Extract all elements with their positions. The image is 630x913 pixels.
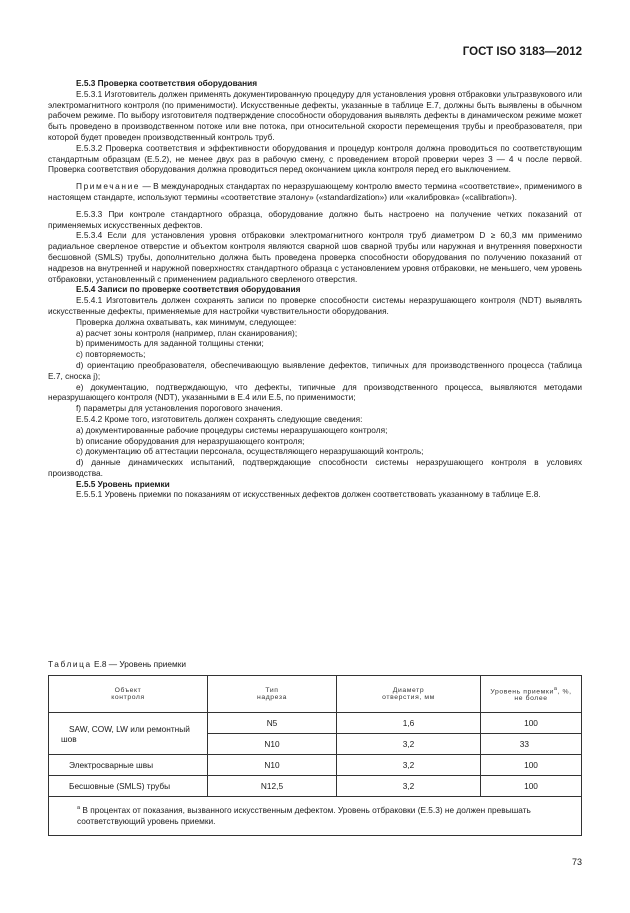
paragraph: Е.5.3.1 Изготовитель должен применять документированную процедуру для установления уровня отбраковки ультразвукового или электромагнитного контроля (по применимости). Искусственные дефекты, указанные в таблице Е.7, должны быть выявлены в обычном рабочем режиме. По выбору изготовителя подтверждение способности оборудования выявлять дефекты в динамическом режиме может быть проведено в производственном потоке или вне потока, при относительной скорости перемещения трубы и преобразователя, при которой будет проведен производственный контроль труб. [48,88,582,142]
paragraph: Е.5.3.2 Проверка соответствия и эффективности оборудования и процедур контроля должна проводиться по соответствующим стандартным образцам (Е.5.2), не менее двух раз в рабочую смену, с проведением второй проверки через 3 — 4 ч после первой. Проверка соответствия оборудования должна проводиться перед окончанием цикла контроля перед его выключением. [48,142,582,175]
header-hole-diameter: Диаметр отверстия, мм [337,676,481,713]
section-heading: Е.5.4 Записи по проверке соответствия оборудования [76,284,301,295]
note [48,181,582,203]
paragraph: Е.5.3.3 При контроле стандартного образца, оборудование должно быть настроено на получение четких показаний от применяемых искусственных дефектов. [48,208,582,230]
cell-notch-type: N10 [208,734,337,755]
page-number: 73 [571,857,582,867]
cell-object: SAW, COW, LW или ремонтный шов [49,713,208,755]
list-item: f) параметры для установления порогового значения. [76,403,283,414]
cell-hole-diameter: 1,6 [337,713,481,734]
list-item: d) ориентацию преобразователя, обеспечивающую выявление дефектов, типичных для производственного процесса (таблица Е.7, сноска j); [48,359,582,381]
list-item: e) документацию, подтверждающую, что дефекты, типичные для производственного процесса, выявляются методами неразрушающего контроля (NDT), указанными в Е.4 или Е.5, по применимости; [48,381,582,403]
table-title [48,659,186,669]
table-row [49,776,582,797]
header-object: Объект контроля [49,676,208,713]
cell-acceptance-level: 100 [481,755,582,776]
list-item: c) повторяемость; [76,349,146,360]
paragraph: Е.5.4.2 Кроме того, изготовитель должен сохранять следующие сведения: [76,413,363,424]
table-footnote-row [49,797,582,836]
cell-notch-type: N12,5 [208,776,337,797]
table-footnote: $^a$ В процентах от показания, вызванного искусственным дефектом. Уровень отбраковки (Е.5.3) не должен превышать соответствующий уровень приемки. [49,797,582,836]
table-caption: Е.8 — Уровень приемки [91,659,186,669]
cell-notch-type: N5 [208,713,337,734]
paragraph: Е.5.3.4 Если для установления уровня отбраковки электромагнитного контроля труб диаметром D ≥ 60,3 мм применимо радиальное сверленое отверстие и объектом контроля являются сварной шов сварной трубы или наружная и внутренняя поверхности бесшовной (SMLS) трубы, дополнительно должна быть проведена проверка способности оборудования по получению показаний от надрезов на внутренней и наружной поверхностях стандартного образца с установлением уровня отбраковки, не меньшего, чем уровень отбраковки, установленный с применением радиального сверленого отверстия. [48,230,582,284]
note-text: — В международных стандартах по неразрушающему контролю вместо термина «соответствие», применимого в настоящем стандарте, используют термины «соответствие эталону» («standardization») или «калибровка» («calibration»). [48,181,582,202]
paragraph: Проверка должна охватывать, как минимум, следующее: [76,316,297,327]
table-header-row [49,676,582,713]
paragraph: Е.5.4.1 Изготовитель должен сохранять записи по проверке способности системы неразрушающего контроля (NDT) выявлять искусственные дефекты, применяемые для настройки чувствительности оборудования. [48,295,582,316]
table-row [49,755,582,776]
list-item: b) применимость для заданной толщины стенки; [76,338,264,349]
list-item: d) данные динамических испытаний, подтверждающие способности системы неразрушающего контроля в условиях производства. [48,457,582,478]
list-item: a) документированные рабочие процедуры системы неразрушающего контроля; [76,424,388,435]
section-heading: Е.5.3 Проверка соответствия оборудования [76,78,258,88]
list-item: a) расчет зоны контроля (например, план сканирования); [76,327,298,338]
main-text [48,78,582,500]
acceptance-level-table [48,675,582,836]
list-item: b) описание оборудования для неразрушающего контроля; [76,435,305,446]
cell-hole-diameter: 3,2 [337,734,481,755]
table-row [49,713,582,734]
header-notch-type: Тип надреза [208,676,337,713]
cell-object: Бесшовные (SMLS) трубы [49,776,208,797]
table-label: Таблица [48,659,92,669]
cell-object: Электросварные швы [49,755,208,776]
cell-acceptance-level: 100 [481,713,582,734]
cell-hole-diameter: 3,2 [337,776,481,797]
cell-notch-type: N10 [208,755,337,776]
document-header: ГОСТ ISO 3183—2012 [462,46,582,58]
cell-acceptance-level: 100 [481,776,582,797]
cell-hole-diameter: 3,2 [337,755,481,776]
paragraph: Е.5.5.1 Уровень приемки по показаниям от искусственных дефектов должен соответствовать указанному в таблице Е.8. [76,489,541,500]
section-heading: Е.5.5 Уровень приемки [76,478,170,489]
list-item: c) документацию об аттестации персонала, осуществляющего неразрушающий контроль; [76,446,424,457]
header-acceptance-level: Уровень приемки$^a$, %, не более [481,676,582,713]
cell-acceptance-level: 33 [481,734,582,755]
note-label: Примечание [76,181,141,192]
